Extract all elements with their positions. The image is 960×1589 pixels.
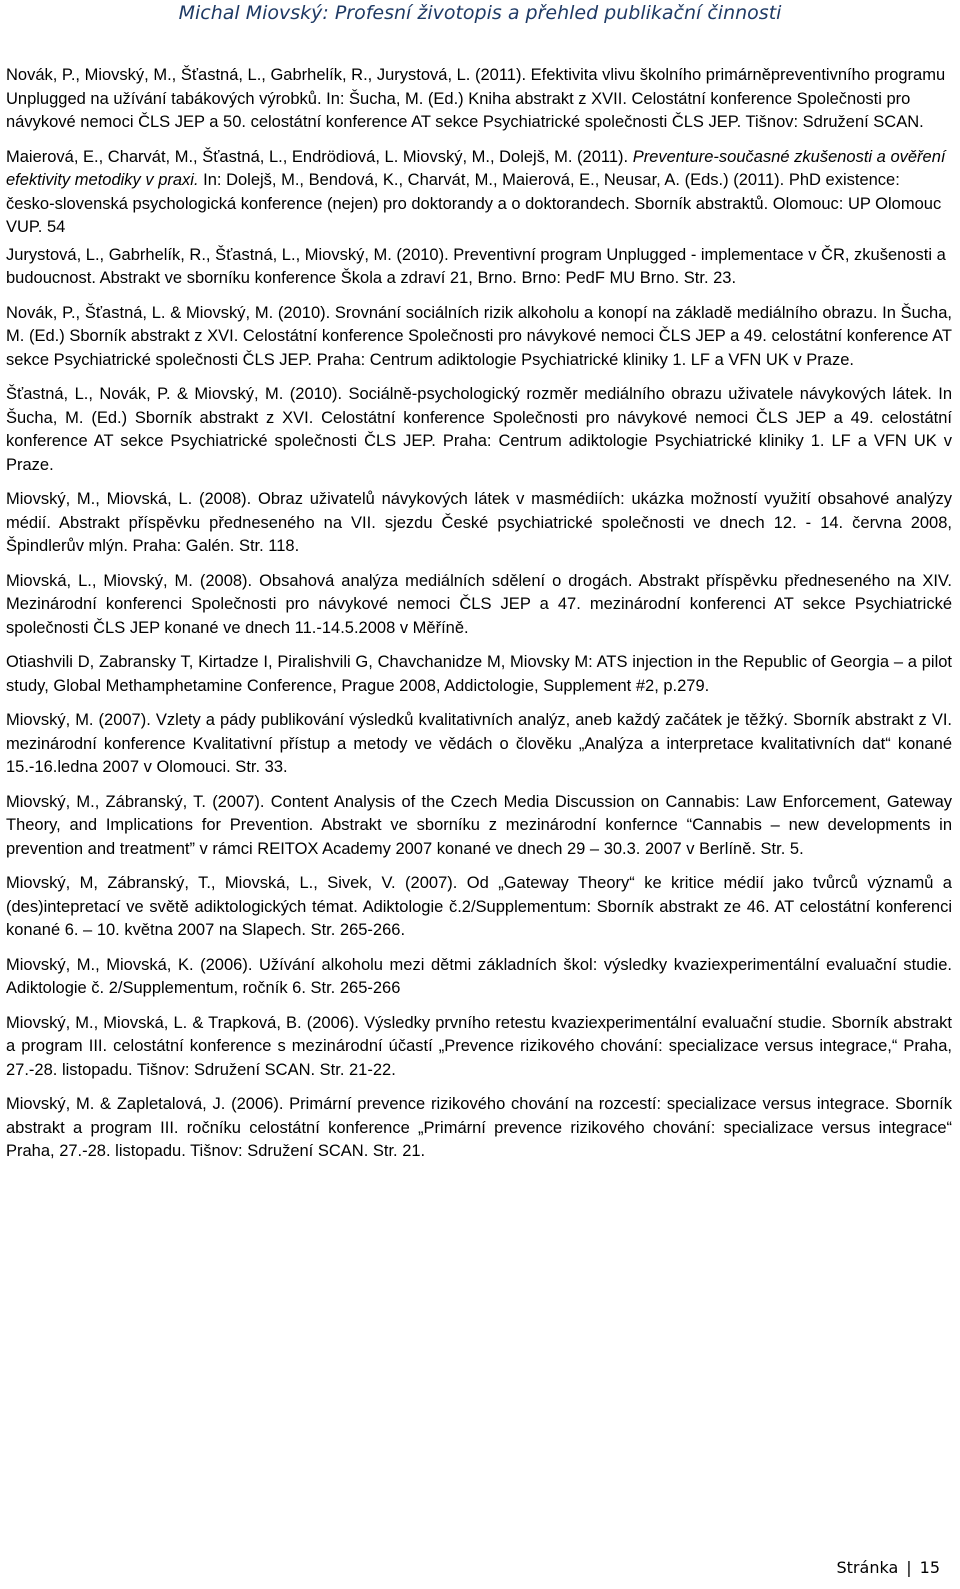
publication-entry: Novák, P., Miovský, M., Šťastná, L., Gabrhelík, R., Jurystová, L. (2011). Efektivita vlivu školního primárněpreventivního programu Unplugged na užívání tabákových výrobků. In: Šucha, M. (Ed.) Kniha abstrakt z XVII. Celostátní konference Společnosti pro návykové nemoci ČLS JEP a 50. celostátní konference AT sekce Psychiatrické společnosti ČLS JEP. Tišnov: Sdružení SCAN. (6, 66, 946, 131)
entry-title: Preventure-současné zkušenosti a ověření efektivity metodiky v praxi. (6, 147, 946, 189)
publication-entry: Miovský, M, Zábranský, T., Miovská, L., Sivek, V. (2007). Od „Gateway Theory“ ke kritice médií jako tvůrců významů a (des)intepretací ve světě adiktologických témat. Adiktologie č.2/Supplementum: Sborník abstrakt ze 46. AT celostátní konferenci konané 6. – 10. května 2007 na Slapech. Str. 265-266. (6, 874, 952, 939)
publication-entry: Otiashvili D, Zabransky T, Kirtadze I, Piralishvili G, Chavchanidze M, Miovsky M: ATS injection in the Republic of Georgia – a pilot study, Global Methamphetamine Conference, Prague 2008, Addictologie, Supplement #2, p.279. (6, 653, 952, 695)
page-header: Michal Miovský: Profesní životopis a přehled publikační činnosti (178, 2, 782, 24)
publication-entry: Šťastná, L., Novák, P. & Miovský, M. (2010). Sociálně-psychologický rozměr mediálního obrazu uživatele návykových látek. In Šucha, M. (Ed.) Sborník abstrakt z XVI. Celostátní konference Společnosti pro návykové nemoci ČLS JEP a 49. celostátní konference AT sekce Psychiatrické společnosti ČLS JEP. Praha: Centrum adiktologie Psychiatrické kliniky 1. LF a VFN UK v Praze. (6, 385, 952, 474)
publication-entry: Miovský, M. (2007). Vzlety a pády publikování výsledků kvalitativních analýz, aneb každý začátek je těžký. Sborník abstrakt z VI. mezinárodní konference Kvalitativní přístup a metody ve vědách o člověku „Analýza a interpretace kvalitativních dat“ konané 15.-16.ledna 2007 v Olomouci. Str. 33. (6, 711, 952, 776)
publication-entry (6, 146, 952, 240)
publication-entry: Jurystová, L., Gabrhelík, R., Šťastná, L., Miovský, M. (2010). Preventivní program Unplugged - implementace v ČR, zkušenosti a budoucnost. Abstrakt ve sborníku konference Škola a zdraví 21, Brno. Brno: PedF MU Brno. Str. 23. (6, 245, 946, 287)
page-number: 15 (919, 1558, 940, 1577)
publication-entry: Miovský, M. & Zapletalová, J. (2006). Primární prevence rizikového chování na rozcestí: specializace versus integrace. Sborník abstrakt a program III. ročníku celostátní konference „Primární prevence rizikového chování: specializace versus integrace“ Praha, 27.-28. listopadu. Tišnov: Sdružení SCAN. Str. 21. (6, 1095, 952, 1160)
publication-entry: Miovská, L., Miovský, M. (2008). Obsahová analýza mediálních sdělení o drogách. Abstrakt příspěvku předneseného na XIV. Mezinárodní konferenci Společnosti pro návykové nemoci ČLS JEP a 47. mezinárodní konferenci AT sekce Psychiatrické společnosti ČLS JEP konané ve dnech 11.-14.5.2008 v Měříně. (6, 571, 952, 637)
publication-entry: Miovský, M., Miovská, K. (2006). Užívání alkoholu mezi dětmi základních škol: výsledky kvaziexperimentální evaluační studie. Adiktologie č. 2/Supplementum, ročník 6. Str. 265-266 (6, 955, 952, 997)
page-label: Stránka (836, 1558, 899, 1577)
publication-entry: Miovský, M., Miovská, L. & Trapková, B. (2006). Výsledky prvního retestu kvaziexperimentální evaluační studie. Sborník abstrakt a program III. celostátní konference s mezinárodní účastí „Prevence rizikového chování: specializace versus integrace,“ Praha, 27.-28. listopadu. Tišnov: Sdružení SCAN. Str. 21-22. (6, 1013, 952, 1079)
entry-source: In: Dolejš, M., Bendová, K., Charvát, M., Maierová, E., Neusar, A. (Eds.) (2011). PhD existence: česko-slovenská psychologická konference (nejen) pro doktorandy a o doktorandech. Sborník abstraktů. Olomouc: UP Olomouc VUP. 54 (6, 171, 942, 236)
page-footer (837, 1558, 941, 1577)
publication-list (6, 64, 952, 1175)
publication-entry: Novák, P., Šťastná, L. & Miovský, M. (2010). Srovnání sociálních rizik alkoholu a konopí na základě mediálního obrazu. In Šucha, M. (Ed.) Sborník abstrakt z XVI. Celostátní konference Společnosti pro návykové nemoci ČLS JEP a 49. celostátní konference AT sekce Psychiatrické společnosti ČLS JEP. Praha: Centrum adiktologie Psychiatrické kliniky 1. LF a VFN UK v Praze. (6, 303, 952, 369)
entry-authors: Maierová, E., Charvát, M., Šťastná, L., Endrödiová, L. Miovský, M., Dolejš, M. (2011). (6, 147, 629, 166)
publication-entry: Miovský, M., Zábranský, T. (2007). Content Analysis of the Czech Media Discussion on Cannabis: Law Enforcement, Gateway Theory, and Implications for Prevention. Abstrakt ve sborníku z mezinárodní konfernce “Cannabis – new developments in prevention and treatment” v rámci REITOX Academy 2007 konané ve dnech 29 – 30.3. 2007 v Berlíně. Str. 5. (6, 792, 952, 858)
page-separator: | (906, 1558, 912, 1577)
publication-entry: Miovský, M., Miovská, L. (2008). Obraz uživatelů návykových látek v masmédiích: ukázka možností využití obsahové analýzy médií. Abstrakt příspěvku předneseného na VII. sjezdu České psychiatrické společnosti ve dnech 12. - 14. června 2008, Špindlerův mlýn. Praha: Galén. Str. 118. (6, 490, 952, 555)
